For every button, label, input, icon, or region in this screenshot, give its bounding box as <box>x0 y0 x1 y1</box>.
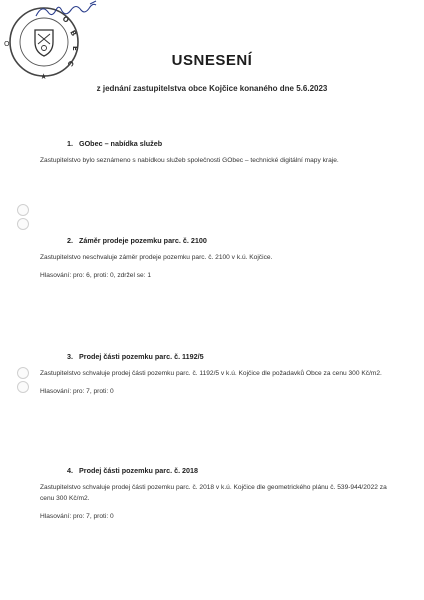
vote-result: Hlasování: pro: 7, proti: 0 <box>40 513 114 520</box>
section-heading <box>67 139 390 148</box>
svg-text:O: O <box>4 40 10 48</box>
signature-icon <box>30 0 110 22</box>
section-title: Prodej části pozemku parc. č. 1192/5 <box>79 352 204 361</box>
section-text: Zastupitelstvo neschvaluje záměr prodeje pozemku parc. č. 2100 v k.ú. Kojčice. <box>40 254 273 261</box>
document-title: USNESENÍ <box>171 52 253 69</box>
resolution-section-2 <box>40 236 390 279</box>
punch-hole <box>17 204 29 216</box>
section-text: Zastupitelstvo schvaluje prodej části pozemku parc. č. 2018 v k.ú. Kojčice dle geometrického plánu č. 539-944/2022 za cenu 300 Kč/m2. <box>40 484 387 502</box>
punch-hole <box>17 367 29 379</box>
svg-text:B: B <box>68 29 78 38</box>
svg-text:C: C <box>65 59 76 68</box>
punch-hole <box>17 218 29 230</box>
resolution-section-4 <box>40 466 390 520</box>
section-title: Prodej části pozemku parc. č. 2018 <box>79 466 199 475</box>
resolution-section-1 <box>40 139 390 166</box>
punch-hole <box>17 381 29 393</box>
section-title: GObec – nabídka služeb <box>79 139 163 148</box>
svg-text:O: O <box>61 14 71 25</box>
section-text: Zastupitelstvo schvaluje prodej části pozemku parc. č. 1192/5 v k.ú. Kojčice dle požadavků Obce za cenu 300 Kč/m2. <box>40 370 382 377</box>
section-heading <box>67 466 390 475</box>
svg-text:★: ★ <box>40 72 48 81</box>
section-text: Zastupitelstvo bylo seznámeno s nabídkou služeb společnosti GObec – technické digitální mapy kraje. <box>40 157 339 164</box>
section-title: Záměr prodeje pozemku parc. č. 2100 <box>79 236 207 245</box>
section-number: 4. <box>67 466 73 475</box>
section-number: 1. <box>67 139 73 148</box>
document-subtitle: z jednání zastupitelstva obce Kojčice konaného dne 5.6.2023 <box>96 84 328 93</box>
section-heading <box>67 236 390 245</box>
vote-result: Hlasování: pro: 7, proti: 0 <box>40 388 114 395</box>
section-number: 3. <box>67 352 73 361</box>
section-heading <box>67 352 390 361</box>
resolution-section-3 <box>40 352 390 395</box>
vote-result: Hlasování: pro: 6, proti: 0, zdržel se: 1 <box>40 272 152 279</box>
svg-text:E: E <box>71 46 79 51</box>
section-number: 2. <box>67 236 73 245</box>
